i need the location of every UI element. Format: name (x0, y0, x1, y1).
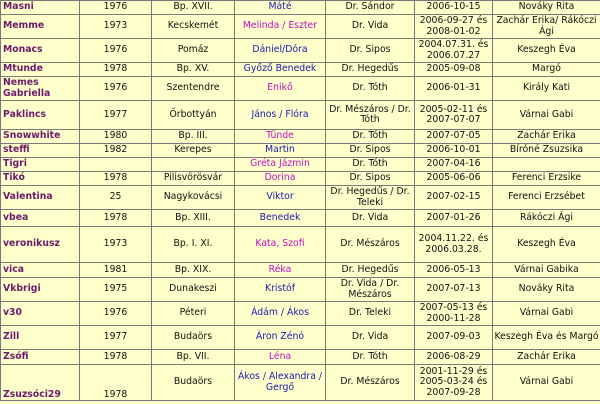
date-cell: 2006-10-01 (415, 144, 493, 158)
midwife-cell: Keszegh Éva és Margó (493, 326, 600, 350)
midwife-cell: Rákóczi Ági (493, 210, 600, 227)
doctor-cell: Dr. Sipos (326, 39, 415, 63)
city-cell: Pomáz (152, 39, 235, 63)
child-name-cell: Martin (235, 144, 326, 158)
date-cell: 2006-05-13 (415, 263, 493, 278)
year-cell: 1976 (80, 39, 152, 63)
city-cell: Bp. VII. (152, 350, 235, 365)
city-cell: Bp. XVII. (152, 1, 235, 15)
table-body (1, 1, 600, 401)
table-row (1, 186, 600, 210)
date-cell: 2007-07-13 (415, 278, 493, 302)
city-cell: Péteri (152, 302, 235, 326)
nickname-cell: Zsófi (1, 350, 80, 365)
year-cell: 1977 (80, 101, 152, 130)
date-cell: 2007-07-05 (415, 130, 493, 144)
table-row (1, 158, 600, 172)
nickname-cell: Monacs (1, 39, 80, 63)
doctor-cell: Dr. Sipos (326, 172, 415, 186)
midwife-cell: Nováky Rita (493, 278, 600, 302)
doctor-cell: Dr. Hegedűs (326, 63, 415, 77)
nickname-cell: Mtunde (1, 63, 80, 77)
midwife-cell: Ferenci Erzsike (493, 172, 600, 186)
city-cell: Bp. XV. (152, 63, 235, 77)
doctor-cell: Dr. Hegedűs (326, 263, 415, 278)
city-cell: Kerepes (152, 144, 235, 158)
doctor-cell: Dr. Mészáros / Dr. Tóth (326, 101, 415, 130)
city-cell: Pilisvörösvár (152, 172, 235, 186)
doctor-cell: Dr. Vida (326, 15, 415, 39)
table-row (1, 172, 600, 186)
city-cell: Őrbottyán (152, 101, 235, 130)
doctor-cell: Dr. Vida (326, 326, 415, 350)
child-name-cell: Dániel/Dóra (235, 39, 326, 63)
midwife-cell: Bíróné Zsuzsika (493, 144, 600, 158)
doctor-cell: Dr. Mészáros (326, 365, 415, 401)
nickname-cell: Nemes Gabriella (1, 77, 80, 101)
table-row (1, 63, 600, 77)
year-cell: 1975 (80, 278, 152, 302)
doctor-cell: Dr. Tóth (326, 130, 415, 144)
table-row (1, 326, 600, 350)
date-cell: 2007-02-15 (415, 186, 493, 210)
child-name-cell: Dorina (235, 172, 326, 186)
city-cell: Bp. XIX. (152, 263, 235, 278)
doctor-cell: Dr. Hegedűs / Dr. Teleki (326, 186, 415, 210)
nickname-cell: v30 (1, 302, 80, 326)
doctor-cell: Dr. Vida / Dr. Mészáros (326, 278, 415, 302)
doctor-cell: Dr. Tóth (326, 77, 415, 101)
table-row (1, 365, 600, 401)
midwife-cell: Zachár Erika/ Rákóczi Ági (493, 15, 600, 39)
child-name-cell: Viktor (235, 186, 326, 210)
year-cell: 1976 (80, 302, 152, 326)
nickname-cell: Masni (1, 1, 80, 15)
date-cell: 2007-09-03 (415, 326, 493, 350)
nickname-cell: Tikó (1, 172, 80, 186)
year-cell: 1980 (80, 130, 152, 144)
doctor-cell: Dr. Sándor (326, 1, 415, 15)
year-cell: 1976 (80, 1, 152, 15)
city-cell: Bp. XIII. (152, 210, 235, 227)
midwife-cell: Zachár Erika (493, 130, 600, 144)
midwife-cell: Várnai Gabi (493, 302, 600, 326)
year-cell: 1973 (80, 227, 152, 263)
child-name-cell: Ákos / Alexandra / Gergő (235, 365, 326, 401)
doctor-cell: Dr. Mészáros (326, 227, 415, 263)
nickname-cell: vica (1, 263, 80, 278)
child-name-cell: János / Flóra (235, 101, 326, 130)
midwife-cell: Király Kati (493, 77, 600, 101)
table-row (1, 210, 600, 227)
doctor-cell: Dr. Tóth (326, 158, 415, 172)
city-cell: Bp. III. (152, 130, 235, 144)
midwife-cell: Ferenci Erzsébet (493, 186, 600, 210)
doctor-cell: Dr. Vida (326, 210, 415, 227)
date-cell: 2004.11.22. és 2006.03.28. (415, 227, 493, 263)
midwife-cell: Keszegh Éva (493, 39, 600, 63)
city-cell: Budaörs (152, 326, 235, 350)
nickname-cell: Vkbrigi (1, 278, 80, 302)
midwife-cell: Várnai Gabika (493, 263, 600, 278)
child-name-cell: Tünde (235, 130, 326, 144)
nickname-cell: Paklincs (1, 101, 80, 130)
date-cell: 2007-01-26 (415, 210, 493, 227)
midwife-cell: Zachár Erika (493, 350, 600, 365)
city-cell: Bp. I. XI. (152, 227, 235, 263)
table-row (1, 263, 600, 278)
year-cell: 1981 (80, 263, 152, 278)
year-cell: 1982 (80, 144, 152, 158)
date-cell: 2005-02-11 és 2007-07-07 (415, 101, 493, 130)
child-name-cell: Győző Benedek (235, 63, 326, 77)
date-cell: 2005-09-08 (415, 63, 493, 77)
midwife-cell: Margó (493, 63, 600, 77)
city-cell: Nagykovácsi (152, 186, 235, 210)
nickname-cell: Snowwhite (1, 130, 80, 144)
nickname-cell: Tigri (1, 158, 80, 172)
date-cell: 2006-09-27 és 2008-01-02 (415, 15, 493, 39)
child-name-cell: Máté (235, 1, 326, 15)
midwife-cell: Nováky Rita (493, 1, 600, 15)
child-name-cell: Áron Zénó (235, 326, 326, 350)
city-cell: Budaörs (152, 365, 235, 401)
year-cell: 1976 (80, 77, 152, 101)
midwife-cell: Várnai Gabi (493, 101, 600, 130)
table-row (1, 144, 600, 158)
table-row (1, 1, 600, 15)
year-cell: 1978 (80, 365, 152, 401)
nickname-cell: steffi (1, 144, 80, 158)
table-row (1, 278, 600, 302)
year-cell: 1978 (80, 172, 152, 186)
child-name-cell: Kata, Szofi (235, 227, 326, 263)
date-cell: 2006-10-15 (415, 1, 493, 15)
date-cell: 2006-08-29 (415, 350, 493, 365)
city-cell: Szentendre (152, 77, 235, 101)
date-cell: 2005-06-06 (415, 172, 493, 186)
year-cell: 1978 (80, 210, 152, 227)
date-cell: 2007-04-16 (415, 158, 493, 172)
table-row (1, 227, 600, 263)
date-cell: 2006-01-31 (415, 77, 493, 101)
child-name-cell: Melinda / Eszter (235, 15, 326, 39)
midwife-cell: Keszegh Éva (493, 227, 600, 263)
nickname-cell: Zill (1, 326, 80, 350)
date-cell: 2001-11-29 és 2005-03-24 és 2007-09-28 (415, 365, 493, 401)
child-name-cell: Réka (235, 263, 326, 278)
nickname-cell: veronikusz (1, 227, 80, 263)
city-cell (152, 158, 235, 172)
child-name-cell: Enikő (235, 77, 326, 101)
table-row (1, 302, 600, 326)
table-row (1, 15, 600, 39)
child-name-cell: Léna (235, 350, 326, 365)
date-cell: 2007-05-13 és 2000-11-28 (415, 302, 493, 326)
year-cell: 1978 (80, 350, 152, 365)
child-name-cell: Kristóf (235, 278, 326, 302)
child-name-cell: Gréta Jázmin (235, 158, 326, 172)
city-cell: Dunakeszi (152, 278, 235, 302)
table-row (1, 101, 600, 130)
city-cell: Kecskemét (152, 15, 235, 39)
year-cell: 1973 (80, 15, 152, 39)
table-row (1, 350, 600, 365)
doctor-cell: Dr. Teleki (326, 302, 415, 326)
child-name-cell: Ádám / Ákos (235, 302, 326, 326)
midwife-cell: Várnai Gabi (493, 365, 600, 401)
table-row (1, 130, 600, 144)
year-cell: 1978 (80, 63, 152, 77)
table-row (1, 39, 600, 63)
year-cell: 25 (80, 186, 152, 210)
nickname-cell: Memme (1, 15, 80, 39)
nickname-cell: vbea (1, 210, 80, 227)
doctor-cell: Dr. Sipos (326, 144, 415, 158)
year-cell: 1977 (80, 326, 152, 350)
child-name-cell: Benedek (235, 210, 326, 227)
nickname-cell: Zsuzsóci29 (1, 365, 80, 401)
midwife-cell (493, 158, 600, 172)
doctor-cell: Dr. Tóth (326, 350, 415, 365)
table-row (1, 77, 600, 101)
year-cell (80, 158, 152, 172)
date-cell: 2004.07.31. és 2006.07.27 (415, 39, 493, 63)
nickname-cell: Valentina (1, 186, 80, 210)
